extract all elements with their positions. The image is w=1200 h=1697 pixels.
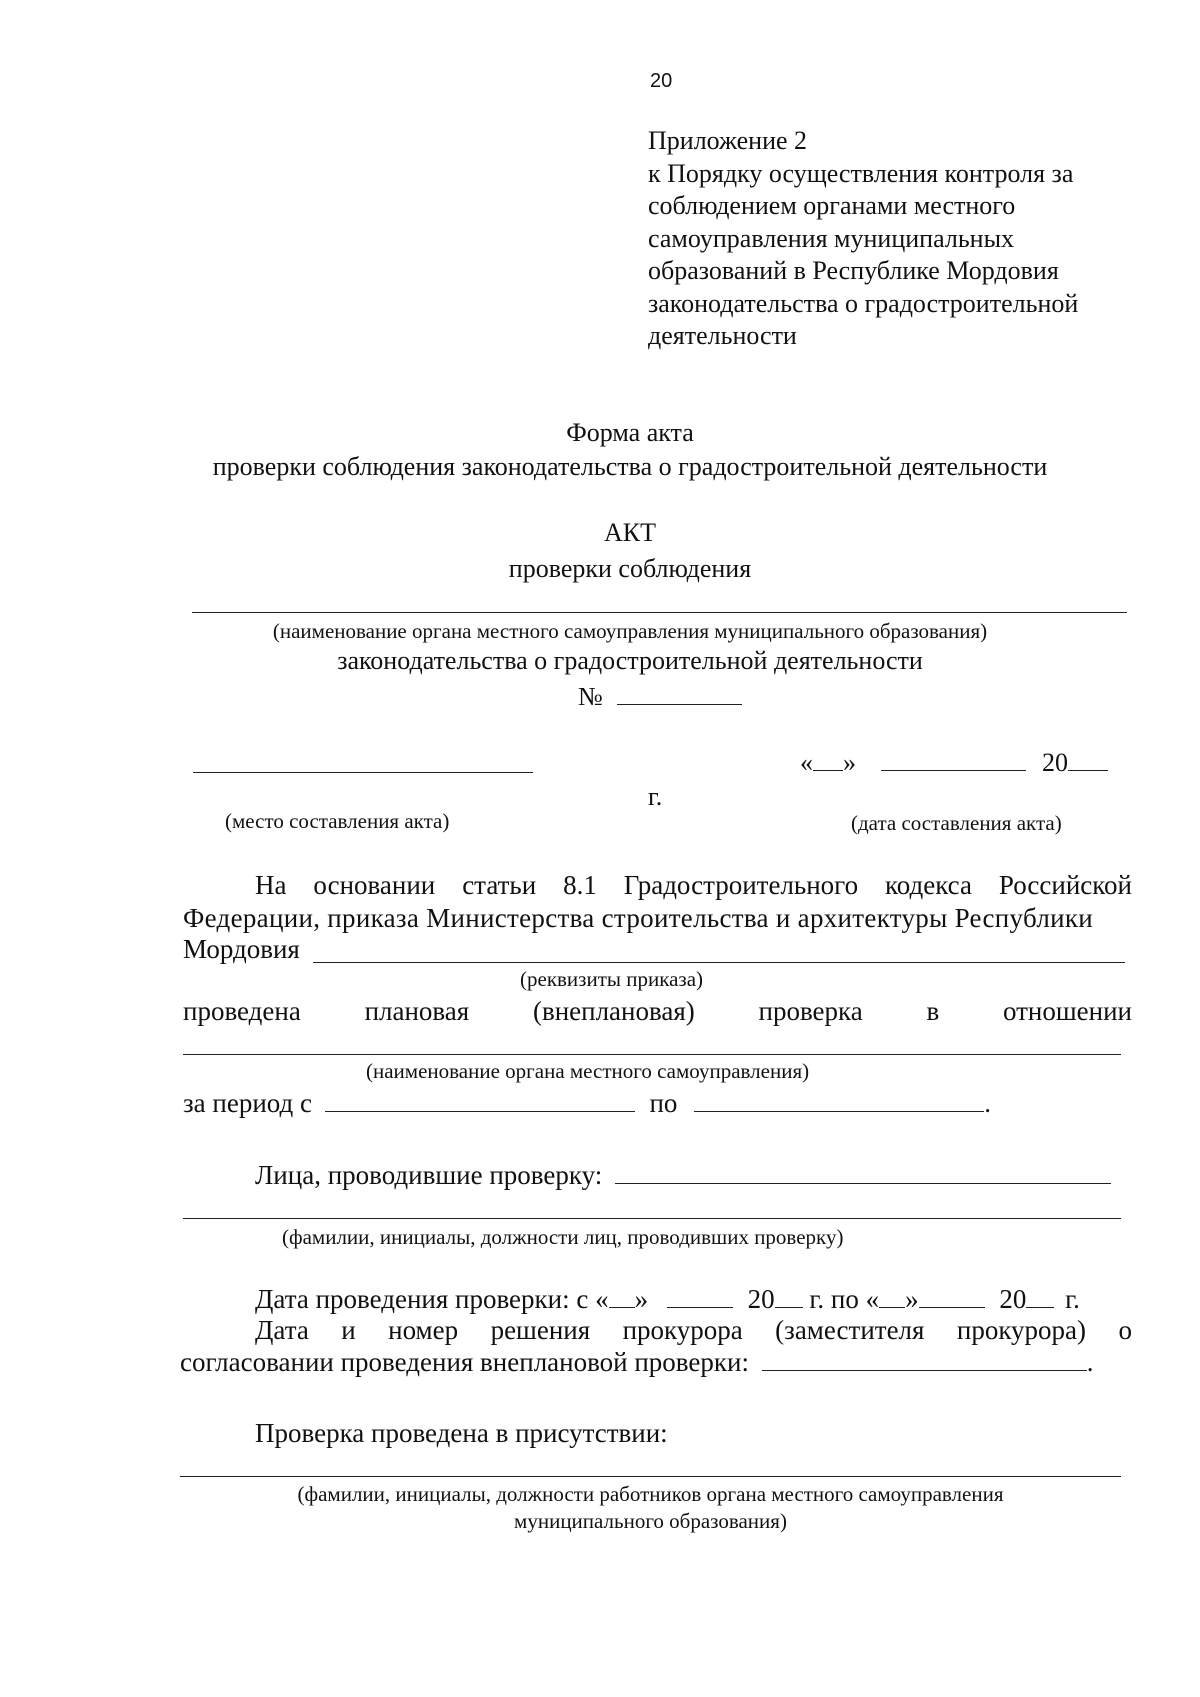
word: Градостроительного — [623, 870, 859, 900]
year-prefix: 20 — [999, 1284, 1027, 1314]
presence-caption-line1: (фамилии, инициалы, должности работников органа местного самоуправления — [297, 1482, 1004, 1506]
word: (внеплановая) — [532, 996, 695, 1026]
date-year-field[interactable] — [1068, 746, 1108, 771]
para1-line1 — [255, 868, 1132, 902]
mordovia-label: Мордовия — [183, 934, 300, 964]
date-from-label: Дата проведения проверки: с « — [255, 1284, 609, 1314]
prosecutor-label: согласовании проведения внеплановой проверки: — [180, 1347, 749, 1377]
date-to-day-field[interactable] — [879, 1283, 905, 1308]
period-to-field[interactable] — [694, 1087, 984, 1112]
presence-label: Проверка проведена в присутствии: — [255, 1418, 668, 1448]
word: и — [341, 1315, 356, 1345]
inspectors-line — [255, 1158, 1111, 1192]
org2-caption: (наименование органа местного самоуправления) — [366, 1059, 810, 1083]
presence-line[interactable] — [180, 1476, 1121, 1477]
date-from-day-field[interactable] — [609, 1283, 635, 1308]
appendix-line: самоуправления муниципальных — [648, 223, 1015, 253]
year-suffix: г. — [1065, 1284, 1080, 1314]
place-line[interactable] — [193, 772, 533, 773]
period-end: . — [984, 1088, 991, 1118]
date-to-year-field[interactable] — [1026, 1283, 1054, 1308]
year-prefix: 20 — [747, 1284, 775, 1314]
act-date — [800, 746, 1108, 780]
prosecutor-end: . — [1086, 1347, 1094, 1377]
act-title: АКТ — [604, 518, 656, 547]
date-caption: (дата составления акта) — [851, 811, 1062, 835]
year-prefix: 20 — [1042, 748, 1068, 777]
word: решения — [490, 1315, 591, 1345]
date-to-month-field[interactable] — [919, 1283, 985, 1308]
word: проверка — [758, 996, 863, 1026]
word: проведена — [183, 996, 301, 1026]
word: отношении — [1002, 996, 1132, 1026]
prosecutor-line2 — [180, 1345, 1093, 1379]
inspection-date-line — [255, 1282, 1080, 1316]
org-caption: (наименование органа местного самоуправления муниципального образования) — [272, 619, 988, 643]
appendix-line: Приложение 2 — [648, 126, 808, 155]
word: в — [926, 996, 940, 1026]
prosecutor-decision-field[interactable] — [762, 1346, 1087, 1371]
presence-caption-line2: муниципального образования) — [514, 1509, 787, 1533]
word: статьи — [462, 870, 537, 900]
word: Российской — [998, 870, 1132, 900]
appendix-line: соблюдением органами местного — [648, 191, 1016, 220]
inspectors-caption: (фамилии, инициалы, должности лиц, проводивших проверку) — [282, 1225, 844, 1249]
act-number — [578, 680, 742, 714]
period-from-field[interactable] — [325, 1087, 635, 1112]
appendix-line: деятельности — [648, 321, 797, 350]
form-title-line2: проверки соблюдения законодательства о градостроительной деятельности — [212, 452, 1048, 481]
date-to-label: г. по « — [809, 1284, 880, 1314]
act-number-field[interactable] — [617, 680, 742, 705]
appendix-line: законодательства о градостроительной — [648, 288, 1079, 318]
date-day-field[interactable] — [813, 746, 843, 771]
inspectors-field[interactable] — [615, 1159, 1111, 1184]
word: кодекса — [885, 870, 972, 900]
word: прокурора) — [956, 1315, 1087, 1345]
form-title-line1: Форма акта — [566, 418, 694, 447]
period-line — [183, 1086, 991, 1120]
appendix-line: образований в Республике Мордовия — [648, 256, 1059, 285]
appendix-line: к Порядку осуществления контроля за — [648, 158, 1074, 188]
quote-close: » — [843, 748, 856, 777]
para1-line2: Федерации, приказа Министерства строительства и архитектуры Республики — [183, 903, 1094, 933]
number-label: № — [578, 682, 603, 711]
word: прокурора — [622, 1315, 743, 1345]
word: номер — [388, 1315, 459, 1345]
word: 8.1 — [563, 870, 597, 900]
word: На — [255, 870, 287, 900]
appendix-block — [648, 125, 1078, 353]
word: (заместителя — [775, 1315, 925, 1345]
inspectors-line-2[interactable] — [183, 1218, 1121, 1219]
inspection-type-line — [183, 994, 1132, 1028]
law-line: законодательства о градостроительной деятельности — [337, 646, 923, 675]
quote-close: » — [905, 1284, 919, 1314]
order-details-line[interactable] — [313, 962, 1125, 963]
quote-open: « — [800, 748, 813, 777]
para1-line3 — [183, 932, 300, 966]
date-month-field[interactable] — [881, 746, 1026, 771]
page-number: 20 — [650, 70, 673, 92]
word: плановая — [364, 996, 470, 1026]
date-from-month-field[interactable] — [667, 1283, 733, 1308]
city-abbrev: г. — [648, 782, 663, 811]
inspectors-label: Лица, проводившие проверку: — [255, 1160, 603, 1190]
place-caption: (место составления акта) — [225, 809, 450, 833]
act-subtitle: проверки соблюдения — [508, 554, 752, 583]
period-from-label: за период с — [183, 1088, 312, 1118]
word: основании — [313, 870, 436, 900]
word: о — [1118, 1315, 1132, 1345]
order-caption: (реквизиты приказа) — [520, 967, 704, 991]
quote-close: » — [634, 1284, 649, 1314]
org2-name-line[interactable] — [183, 1054, 1121, 1055]
org-name-line[interactable] — [192, 612, 1127, 613]
prosecutor-line1 — [255, 1313, 1132, 1347]
period-to-label: по — [649, 1088, 678, 1118]
date-from-year-field[interactable] — [775, 1283, 803, 1308]
word: Дата — [255, 1315, 309, 1345]
